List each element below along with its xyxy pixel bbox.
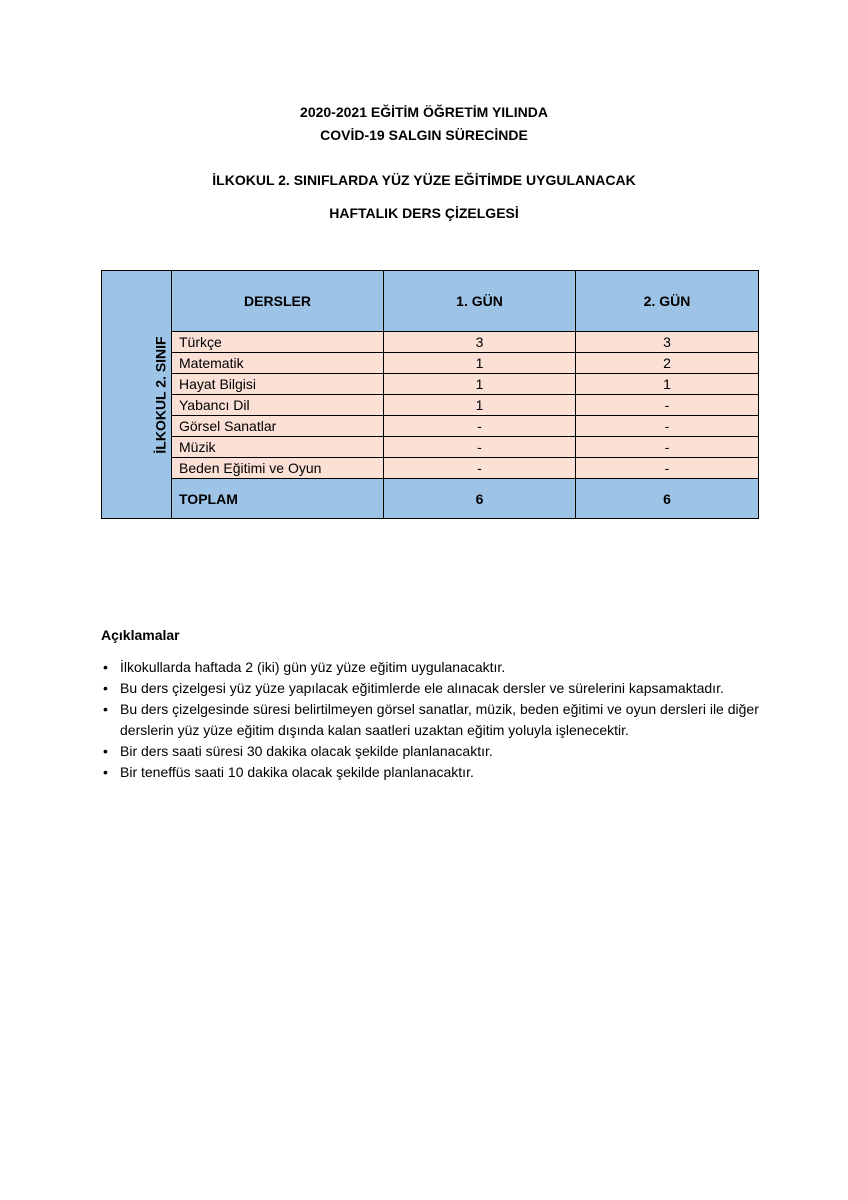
notes-title: Açıklamalar	[101, 627, 180, 643]
day-2-hours: -	[576, 458, 759, 479]
column-header-day-1: 1. GÜN	[384, 271, 576, 332]
bullet-icon: •	[103, 701, 108, 717]
note-text: İlkokullarda haftada 2 (iki) gün yüz yüze eğitim uygulanacaktır.	[120, 659, 506, 675]
list-item	[101, 678, 761, 699]
day-1-hours: -	[384, 458, 576, 479]
grade-side-cell	[102, 271, 172, 519]
list-item	[101, 699, 761, 741]
lesson-name: Türkçe	[172, 332, 384, 353]
lesson-name: Matematik	[172, 353, 384, 374]
day-2-hours: 3	[576, 332, 759, 353]
bullet-icon: •	[103, 764, 108, 780]
note-text: Bir teneffüs saati 10 dakika olacak şekilde planlanacaktır.	[120, 764, 474, 780]
bullet-icon: •	[103, 680, 108, 696]
table-row	[102, 395, 759, 416]
notes-list	[101, 657, 761, 783]
total-day-1: 6	[384, 479, 576, 519]
day-1-hours: -	[384, 437, 576, 458]
lesson-name: Hayat Bilgisi	[172, 374, 384, 395]
document-subtitle-line-2: HAFTALIK DERS ÇİZELGESİ	[329, 205, 519, 221]
lesson-name: Müzik	[172, 437, 384, 458]
day-2-hours: -	[576, 437, 759, 458]
lesson-name: Yabancı Dil	[172, 395, 384, 416]
list-item	[101, 741, 761, 762]
day-1-hours: 3	[384, 332, 576, 353]
lesson-name: Görsel Sanatlar	[172, 416, 384, 437]
day-2-hours: -	[576, 395, 759, 416]
day-2-hours: -	[576, 416, 759, 437]
note-text: Bu ders çizelgesi yüz yüze yapılacak eğitimlerde ele alınacak dersler ve sürelerini kapsamaktadır.	[120, 680, 724, 696]
list-item	[101, 657, 761, 678]
day-2-hours: 2	[576, 353, 759, 374]
column-header-lessons: DERSLER	[172, 271, 384, 332]
total-row	[102, 479, 759, 519]
weekly-schedule-table	[101, 270, 759, 519]
note-text: Bu ders çizelgesinde süresi belirtilmeyen görsel sanatlar, müzik, beden eğitimi ve oyun dersleri ile diğer derslerin yüz yüze eğitim dışında kalan saatleri uzaktan eğitim yoluyla işlenecektir.	[120, 701, 759, 738]
column-header-day-2: 2. GÜN	[576, 271, 759, 332]
table-row	[102, 353, 759, 374]
total-day-2: 6	[576, 479, 759, 519]
day-1-hours: 1	[384, 395, 576, 416]
document-title-line-1: 2020-2021 EĞİTİM ÖĞRETİM YILINDA	[300, 104, 548, 120]
table-row	[102, 332, 759, 353]
bullet-icon: •	[103, 743, 108, 759]
total-label: TOPLAM	[172, 479, 384, 519]
document-subtitle-line-1: İLKOKUL 2. SINIFLARDA YÜZ YÜZE EĞİTİMDE UYGULANACAK	[212, 172, 636, 188]
note-text: Bir ders saati süresi 30 dakika olacak şekilde planlanacaktır.	[120, 743, 493, 759]
table-row	[102, 374, 759, 395]
table-header-row	[102, 271, 759, 332]
list-item	[101, 762, 761, 783]
table-row	[102, 437, 759, 458]
day-1-hours: 1	[384, 353, 576, 374]
table-row	[102, 416, 759, 437]
grade-side-label: İLKOKUL 2. SINIF	[152, 335, 169, 454]
bullet-icon: •	[103, 659, 108, 675]
lesson-name: Beden Eğitimi ve Oyun	[172, 458, 384, 479]
document-title-line-2: COVİD-19 SALGIN SÜRECİNDE	[320, 127, 528, 143]
day-2-hours: 1	[576, 374, 759, 395]
day-1-hours: -	[384, 416, 576, 437]
table-row	[102, 458, 759, 479]
day-1-hours: 1	[384, 374, 576, 395]
